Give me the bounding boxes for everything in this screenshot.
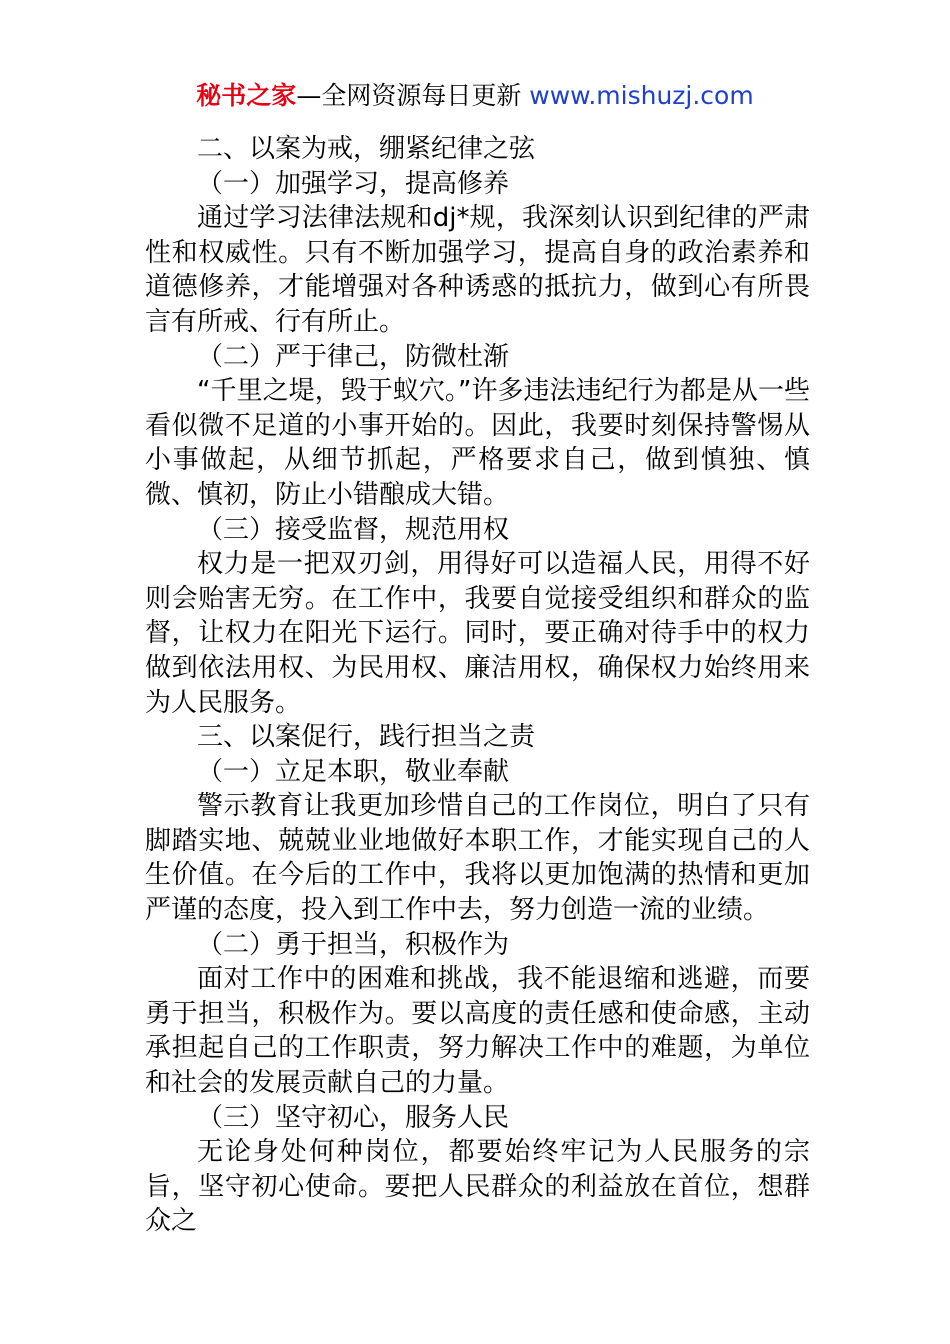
paragraph-2-2: “千里之堤，毁于蚁穴。”许多违法违纪行为都是从一些看似微不足道的小事开始的。因此，我要时刻保持警惕从小事做起，从细节抓起，严格要求自己，做到慎独、慎微、慎初，防止小错酿成大错。 [145, 376, 810, 510]
subheading-3-1: （一）立足本职，敬业奉献 [197, 756, 510, 787]
document-body [145, 132, 810, 1239]
website-link[interactable]: www.mishuzj.com [529, 81, 754, 110]
paragraph-3-2: 面对工作中的困难和挑战，我不能退缩和逃避，而要勇于担当，积极作为。要以高度的责任感和使命感，主动承担起自己的工作职责，努力解决工作中的难题，为单位和社会的发展贡献自己的力量。 [145, 964, 810, 1099]
brand-name: 秘书之家 [196, 81, 297, 110]
subheading-2-3: （三）接受监督，规范用权 [197, 514, 510, 545]
paragraph-2-3: 权力是一把双刃剑，用得好可以造福人民，用得不好则会贻害无穷。在工作中，我要自觉接受组织和群众的监督，让权力在阳光下运行。同时，要正确对待手中的权力做到依法用权、为民用权、廉洁用权，确保权力始终用来为人民服务。 [145, 549, 810, 718]
header-tagline: —全网资源每日更新 [296, 81, 522, 110]
subheading-3-3: （三）坚守初心，服务人民 [197, 1102, 510, 1133]
paragraph-3-3: 无论身处何种岗位，都要始终牢记为人民服务的宗旨，坚守初心使命。要把人民群众的利益放在首位，想群众之 [145, 1137, 810, 1237]
subheading-2-1: （一）加强学习，提高修养 [197, 168, 510, 199]
section-heading-2: 二、以案为戒，绷紧纪律之弦 [197, 134, 536, 164]
section-heading-3: 三、以案促行，践行担当之责 [197, 722, 536, 753]
page-header [0, 78, 950, 114]
subheading-2-2: （二）严于律己，防微杜渐 [197, 341, 510, 372]
subheading-3-2: （二）勇于担当，积极作为 [197, 929, 510, 960]
paragraph-2-1: 通过学习法律法规和dj*规，我深刻认识到纪律的严肃性和权威性。只有不断加强学习，提高自身的政治素养和道德修养，才能增强对各种诱惑的抵抗力，做到心有所畏言有所戒、行有所止。 [145, 203, 810, 337]
paragraph-3-1: 警示教育让我更加珍惜自己的工作岗位，明白了只有脚踏实地、兢兢业业地做好本职工作，才能实现自己的人生价值。在今后的工作中，我将以更加饱满的热情和更加严谨的态度，投入到工作中去，努力创造一流的业绩。 [145, 791, 810, 926]
